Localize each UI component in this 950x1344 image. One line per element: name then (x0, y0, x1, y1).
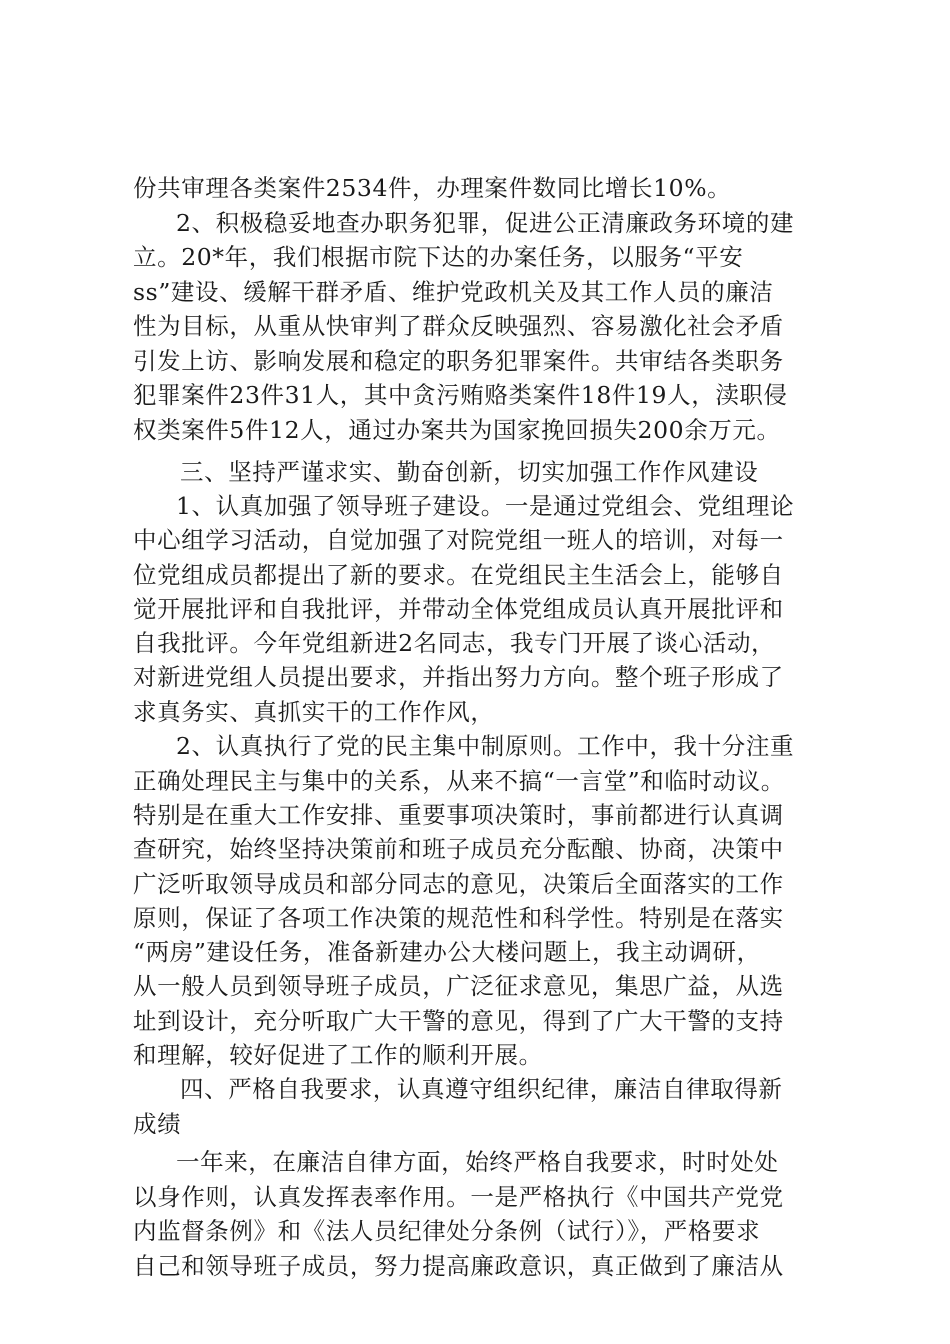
text-line: 犯罪案件23件31人，其中贪污贿赂类案件18件19人，渎职侵 (133, 381, 788, 409)
text-line: 份共审理各类案件2534件，办理案件数同比增长10%。 (133, 174, 732, 202)
text-line: 2、积极稳妥地查办职务犯罪，促进公正清廉政务环境的建 (176, 209, 795, 237)
text-line: 中心组学习活动，自觉加强了对院党组一班人的培训，对每一 (133, 526, 784, 554)
text-line: 立。20*年，我们根据市院下达的办案任务，以服务“平安 (133, 243, 744, 271)
text-line: 觉开展批评和自我批评，并带动全体党组成员认真开展批评和 (133, 595, 784, 623)
text-line: 和理解，较好促进了工作的顺利开展。 (133, 1041, 543, 1069)
section-heading: 三、坚持严谨求实、勤奋创新，切实加强工作作风建设 (180, 458, 759, 486)
section-heading-continued: 成绩 (133, 1110, 182, 1138)
text-line: 求真务实、真抓实干的工作作风， (133, 698, 495, 726)
text-line: “两房”建设任务，准备新建办公大楼问题上，我主动调研， (133, 938, 761, 966)
text-line: 权类案件5件12人，通过办案共为国家挽回损失200余万元。 (133, 416, 781, 444)
section-heading: 四、严格自我要求，认真遵守组织纪律，廉洁自律取得新 (180, 1075, 783, 1103)
text-line: 自我批评。今年党组新进2名同志，我专门开展了谈心活动， (133, 629, 776, 657)
text-line: 址到设计，充分听取广大干警的意见，得到了广大干警的支持 (133, 1007, 784, 1035)
text-line: 对新进党组人员提出要求，并指出努力方向。整个班子形成了 (133, 663, 784, 691)
text-line: 从一般人员到领导班子成员，广泛征求意见，集思广益，从选 (133, 972, 784, 1000)
text-line: 一年来，在廉洁自律方面，始终严格自我要求，时时处处 (176, 1148, 779, 1176)
text-line: 以身作则，认真发挥表率作用。一是严格执行《中国共产党党 (133, 1183, 784, 1211)
text-line: ss”建设、缓解干群矛盾、维护党政机关及其工作人员的廉洁 (133, 278, 774, 306)
text-line: 特别是在重大工作安排、重要事项决策时，事前都进行认真调 (133, 801, 784, 829)
text-line: 查研究，始终坚持决策前和班子成员充分酝酿、协商，决策中 (133, 835, 784, 863)
text-line: 位党组成员都提出了新的要求。在党组民主生活会上，能够自 (133, 561, 784, 589)
text-line: 原则，保证了各项工作决策的规范性和科学性。特别是在落实 (133, 904, 784, 932)
text-line: 内监督条例》和《法人员纪律处分条例（试行）》，严格要求 (133, 1217, 761, 1245)
text-line: 1、认真加强了领导班子建设。一是通过党组会、党组理论 (176, 492, 795, 520)
text-line: 自己和领导班子成员，努力提高廉政意识，真正做到了廉洁从 (133, 1252, 784, 1280)
text-line: 2、认真执行了党的民主集中制原则。工作中，我十分注重 (176, 732, 795, 760)
text-line: 引发上访、影响发展和稳定的职务犯罪案件。共审结各类职务 (133, 347, 784, 375)
text-line: 性为目标，从重从快审判了群众反映强烈、容易激化社会矛盾 (133, 312, 784, 340)
text-line: 正确处理民主与集中的关系，从来不搞“一言堂”和临时动议。 (133, 767, 785, 795)
text-line: 广泛听取领导成员和部分同志的意见，决策后全面落实的工作 (133, 870, 784, 898)
